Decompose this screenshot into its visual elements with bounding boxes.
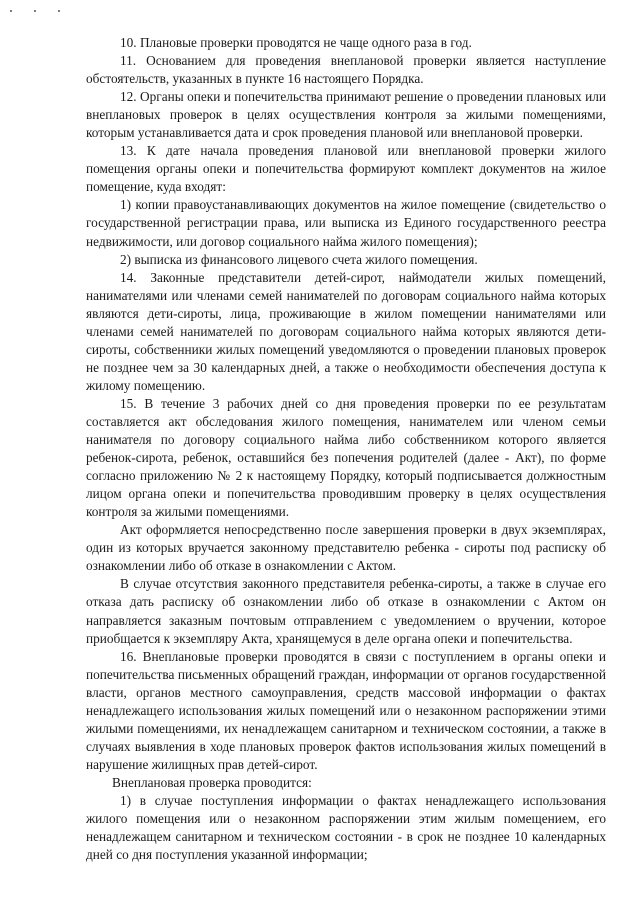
- paragraph-15-act: Акт оформляется непосредственно после завершения проверки в двух экземплярах, один из которых вручается законному представителю ребенка - сироты под расписку об ознакомлении либо об отказе в ознакомлении с Актом.: [86, 522, 606, 574]
- paragraph-15: 15. В течение 3 рабочих дней со дня проведения проверки по ее результатам составляется акт обследования жилого помещения, нанимателем или членом семьи нанимателя по договору социального найма либо собственником которого является ребенок-сирота, ребенок, оставшийся без попечения родителей (далее - Акт), по форме согласно приложению № 2 к настоящему Порядку, который подписывается должностным лицом органа опеки и попечительства проводившим проверку в целях осуществления контроля за жилыми помещениями.: [86, 395, 606, 520]
- paragraph-11: 11. Основанием для проведения внеплановой проверки является наступление обстоятельств, указанных в пункте 16 настоящего Порядка.: [86, 53, 606, 87]
- paragraph-16: 16. Внеплановые проверки проводятся в связи с поступлением в органы опеки и попечительства письменных обращений граждан, информации от органов государственной власти, органов местного самоуправления, средств массовой информации о фактах ненадлежащего использования жилых помещений или о незаконном распоряжении этими жилыми помещениями, их ненадлежащем санитарном и техническом состоянии, а также в случаях выявления в ходе плановых проверок фактов использования жилых помещений в нарушение жилищных прав детей-сирот.: [86, 648, 606, 772]
- paragraph-10: 10. Плановые проверки проводятся не чаще одного раза в год.: [120, 35, 472, 50]
- paragraph-14: 14. Законные представители детей-сирот, наймодатели жилых помещений, нанимателями или членами семей нанимателей по договорам социального найма которых являются дети-сироты, лица, проживающие в жилом помещении нанимателями или членами семей нанимателей по договорам социального найма которых являются дети-сироты, собственники жилых помещений уведомляются о проведении плановых проверок не позднее чем за 30 календарных дней, а также о необходимости обеспечения доступа к жилому помещению.: [86, 269, 606, 393]
- paragraph-16-item-1: 1) в случае поступления информации о фактах ненадлежащего использования жилого помещения или о незаконном распоряжении этим жилым помещением, его ненадлежащем санитарном и техническом состоянии - в срок не позднее 10 календарных дней со дня поступления указанной информации;: [86, 792, 606, 863]
- paragraph-13: 13. К дате начала проведения плановой или внеплановой проверки жилого помещения органы опеки и попечительства формируют комплект документов на жилое помещение, куда входят:: [86, 143, 606, 195]
- scan-speck: [58, 10, 60, 12]
- paragraph-15-absence: В случае отсутствия законного представителя ребенка-сироты, а также в случае его отказа дать расписку об ознакомлении либо об отказе в ознакомлении с Актом он направляется заказным почтовым отправлением с уведомлением о вручении, которое приобщается к экземпляру Акта, хранящемуся в деле органа опеки и попечительства.: [86, 576, 606, 646]
- document-page: [86, 34, 606, 864]
- scan-speck: [34, 10, 36, 12]
- paragraph-12: 12. Органы опеки и попечительства принимают решение о проведении плановых или внеплановых проверок в целях осуществления контроля за жилыми помещениями, которым устанавливается дата и срок проведения плановой или внеплановой проверки.: [86, 89, 606, 141]
- paragraph-16-intro: Внеплановая проверка проводится:: [112, 774, 312, 790]
- paragraph-13-item-2: 2) выписка из финансового лицевого счета жилого помещения.: [120, 251, 478, 267]
- scan-speck: [10, 10, 12, 12]
- paragraph-13-item-1: 1) копии правоустанавливающих документов на жилое помещение (свидетельство о государственной регистрации права, или выписка из Единого государственного реестра недвижимости, или договор социального найма жилого помещения);: [86, 197, 606, 249]
